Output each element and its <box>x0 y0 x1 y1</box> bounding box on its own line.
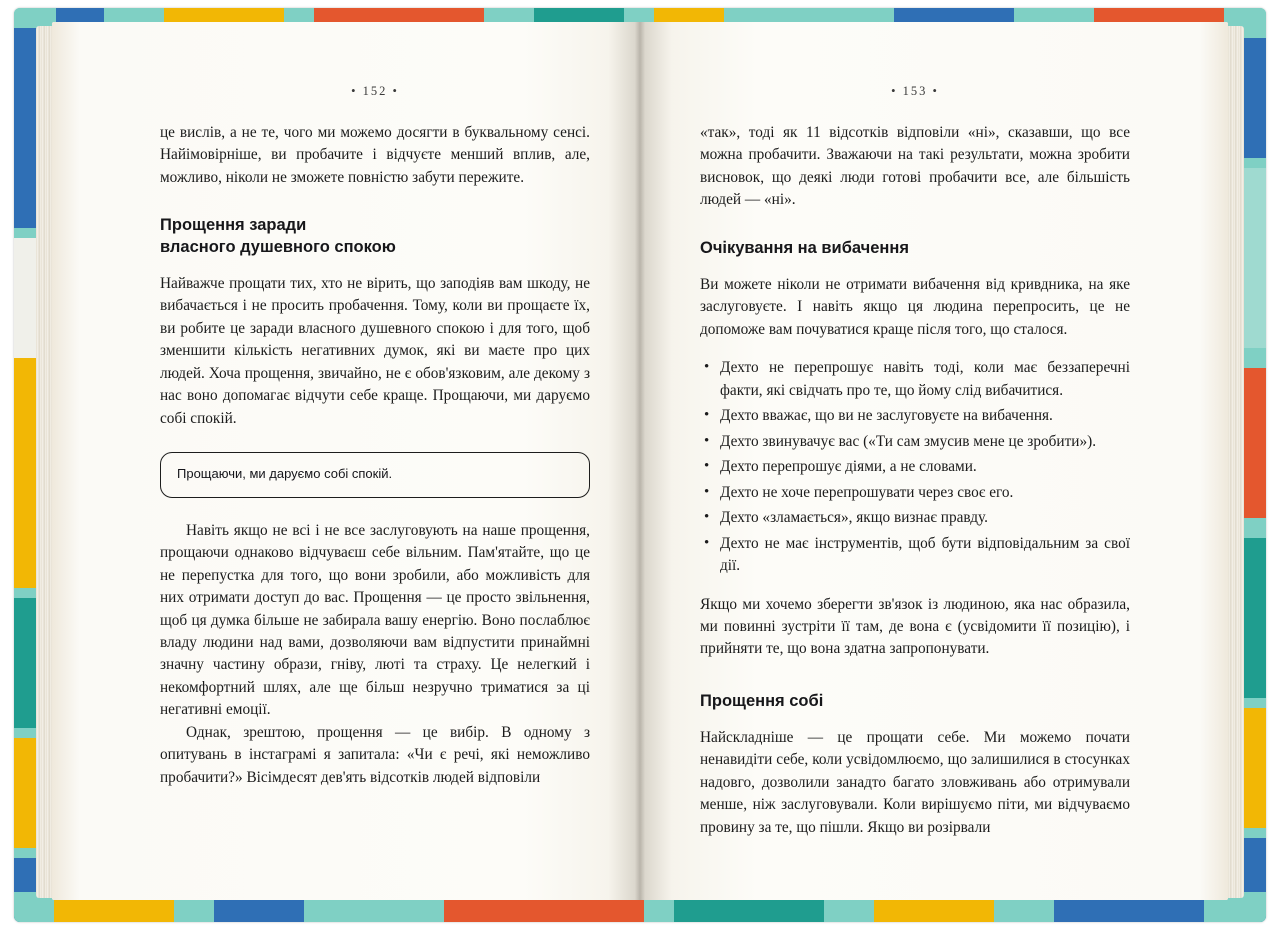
list-item: • Дехто «зламається», якщо визнає правду. <box>718 507 1130 529</box>
paragraph: «так», тоді як 11 відсотків відповіли «ні», сказавши, що все можна пробачити. Зважаючи на такі результати, можна зробити висновок, що деякі люди готові пробачити все, але більшість людей — «ні». <box>700 124 1130 209</box>
bullet-list <box>700 357 1130 577</box>
paragraph: Ви можете ніколи не отримати вибачення від кривдника, на яке заслуговуєте. І навіть якщо ця людина перепросить, це не допоможе вам почуватися краще після того, що сталося. <box>700 275 1130 338</box>
list-item: • Дехто вважає, що ви не заслуговуєте на вибачення. <box>718 405 1130 427</box>
section-heading-self-forgiveness: Прощення собі <box>700 691 824 710</box>
page-number-right: • 153 • <box>891 84 939 98</box>
page-right <box>640 22 1228 900</box>
page-spread <box>52 22 1228 900</box>
paragraph: Найважче прощати тих, хто не вірить, що заподіяв вам шкоду, не вибачається і не просить пробачення. Тому, коли ви прощаєте їх, ви робите це заради власного душевного спокою і для того, щоб зменшити кількість негативних думок, які ви маєте про цих людей. Хоча прощення, звичайно, не є обов'язковим, але декому з нас воно допомагає відчути себе краще. Прощаючи, ми даруємо собі спокій. <box>160 274 590 427</box>
list-item: • Дехто не хоче перепрошувати через своє его. <box>718 482 1130 504</box>
right-page-body <box>700 122 1130 839</box>
paragraph: Найскладніше — це прощати себе. Ми можемо почати ненавидіти себе, коли усвідомлюємо, що залишилися в стосунках надовго, дозволили занадто багато зловживань або отримували менше, ніж заслуговували. Коли вирішуємо піти, ми відчуваємо провину за те, що пішли. Якщо ви розірвали <box>700 728 1130 836</box>
page-number-left: • 152 • <box>351 84 399 98</box>
section-heading-forgiveness-for-peace <box>160 215 590 259</box>
heading-line-1: Прощення заради <box>160 216 307 235</box>
left-page-body <box>160 122 590 789</box>
list-item: • Дехто перепрошує діями, а не словами. <box>718 456 1130 478</box>
page-left <box>52 22 640 900</box>
paragraph: Однак, зрештою, прощення — це вибір. В одному з опитувань в інстаграмі я запитала: «Чи є речі, які неможливо пробачити?» Вісімдесят дев'ять відсотків людей відповіли <box>160 723 590 786</box>
pull-quote-box: Прощаючи, ми даруємо собі спокій. <box>160 452 590 497</box>
paragraph: Якщо ми хочемо зберегти зв'язок із людиною, яка нас образила, ми повинні зустріти її там, де вона є (усвідомити її позицію), і прийняти те, що вона здатна запропонувати. <box>700 595 1130 658</box>
heading-line-2: власного душевного спокою <box>160 238 396 257</box>
paragraph: Навіть якщо не всі і не все заслуговують на наше прощення, прощаючи однаково відчуваєш себе вільним. Пам'ятайте, що це не перепустка для того, що вони зробили, або можливість для них отримати доступ до вас. Прощення — це просто звільнення, щоб ця думка більше не забирала вашу енергію. Воно послаблює владу людини над вами, дозволяючи вам відпустити принаймні значну частину образи, гніву, люті та страху. Це нелегкий і некомфортний шлях, але ще більш незручно триматися за ці негативні емоції. <box>160 521 590 719</box>
section-heading-waiting-for-apology: Очікування на вибачення <box>700 238 909 257</box>
paragraph: це вислів, а не те, чого ми можемо досягти в буквальному сенсі. Найімовірніше, ви пробачите і відчуєте менший вплив, але, можливо, ніколи не зможете повністю забути пережите. <box>160 124 590 186</box>
list-item: • Дехто не перепрошує навіть тоді, коли має беззаперечні факти, які свідчать про те, що йому слід вибачитися. <box>718 357 1130 402</box>
list-item: • Дехто не має інструментів, щоб бути відповідальним за свої дії. <box>718 533 1130 578</box>
list-item: • Дехто звинувачує вас («Ти сам змусив мене це зробити»). <box>718 431 1130 453</box>
